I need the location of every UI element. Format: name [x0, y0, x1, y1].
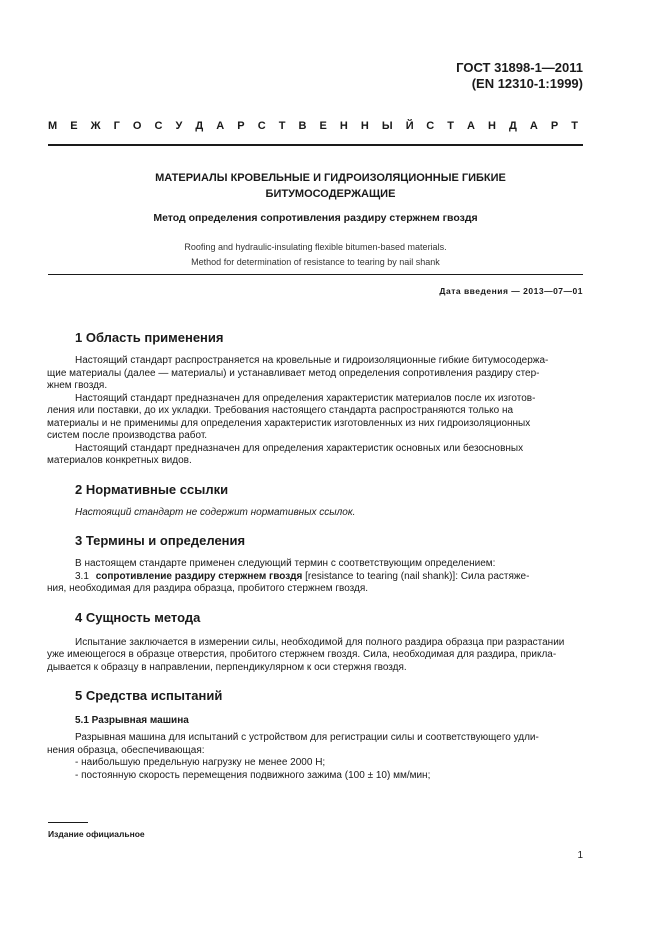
s4-p1-line3: дывается к образцу в направлении, перпендикулярном к оси стержня гвоздя. — [47, 661, 407, 673]
section-5-paragraph-1 — [47, 732, 583, 757]
section-3-term — [47, 570, 583, 596]
s5-p1-line1: Разрывная машина для испытаний с устройством для регистрации силы и соответствующего удли- — [75, 732, 539, 743]
title-line-1: МАТЕРИАЛЫ КРОВЕЛЬНЫЕ И ГИДРОИЗОЛЯЦИОННЫЕ ГИБКИЕ — [155, 172, 506, 184]
section-2-paragraph-1: Настоящий стандарт не содержит нормативных ссылок. — [75, 506, 356, 518]
section-1-paragraph-3 — [47, 442, 583, 468]
footer-rule — [48, 822, 88, 823]
s1-p2-line3: материалы и не применимы для определения характеристик изготовленных из них гидроизоляционных — [47, 417, 531, 429]
s5-p1-line2: нения образца, обеспечивающая: — [47, 744, 205, 756]
english-title — [48, 240, 583, 270]
term-number: 3.1 — [75, 570, 89, 582]
term-definition-2: ния, необходимая для раздира образца, пробитого стержнем гвоздя. — [47, 583, 369, 594]
en-number: (EN 12310-1:1999) — [471, 76, 583, 91]
section-5-heading: 5 Средства испытаний — [75, 688, 223, 703]
term-definition: [resistance to tearing (nail shank)]: Сила растяже- — [305, 570, 530, 582]
list-item: - наибольшую предельную нагрузку не менее 2000 Н; — [75, 757, 326, 768]
term-name: сопротивление раздиру стержнем гвоздя — [95, 570, 303, 582]
intro-date: Дата введения — 2013—07—01 — [439, 286, 583, 296]
section-1-paragraph-1 — [47, 355, 583, 393]
title-rule — [48, 274, 583, 275]
section-4-heading: 4 Сущность метода — [75, 609, 201, 625]
section-2-heading: 2 Нормативные ссылки — [75, 481, 229, 497]
section-1-paragraph-2 — [47, 392, 583, 443]
edition-note: Издание официальное — [48, 829, 145, 839]
page-number: 1 — [577, 850, 583, 861]
s1-p3-line2: материалов конкретных видов. — [47, 455, 192, 466]
s1-p1-line1: Настоящий стандарт распространяется на кровельные и гидроизоляционные гибкие битумосодержа- — [75, 355, 549, 366]
s4-p1-line2: уже имеющегося в образце отверстия, пробитого стержнем гвоздя. Сила, необходимая для раздира, прикла- — [47, 649, 557, 660]
section-1-heading: 1 Область применения — [75, 330, 224, 345]
s1-p1-line3: жнем гвоздя. — [47, 380, 108, 391]
title-line-2: БИТУМОСОДЕРЖАЩИЕ — [265, 188, 396, 200]
document-number — [456, 60, 583, 92]
s1-p2-line2: ления или поставки, до их укладки. Требования настоящего стандарта распространяются только на — [47, 405, 514, 416]
english-title-line-2: Method for determination of resistance to tearing by nail shank — [191, 257, 440, 267]
section-3-heading: 3 Термины и определения — [75, 533, 246, 548]
standard-type-left: М Е Ж Г О С У Д А Р С Т В Е Н Н Ы Й — [48, 120, 419, 132]
s1-p1-line2: щие материалы (далее — материалы) и устанавливает метод определения сопротивления раздиру стер- — [47, 367, 540, 379]
s1-p3-line1: Настоящий стандарт предназначен для определения характеристик основных или безосновных — [75, 442, 524, 454]
gost-number: ГОСТ 31898-1—2011 — [456, 60, 583, 75]
s4-p1-line1: Испытание заключается в измерении силы, необходимой для полного раздира образца при разрастании — [75, 636, 565, 648]
section-4-paragraph-1 — [47, 636, 583, 675]
document-subtitle: Метод определения сопротивления раздиру стержнем гвоздя — [153, 212, 478, 224]
document-title — [90, 170, 571, 202]
document-body — [47, 330, 583, 782]
list-item: - постоянную скорость перемещения подвижного зажима (100 ± 10) мм/мин; — [75, 769, 431, 781]
s1-p2-line4: систем после производства работ. — [47, 430, 208, 441]
s1-p2-line1: Настоящий стандарт предназначен для определения характеристик материалов после их изготов- — [75, 392, 536, 404]
header-rule — [48, 144, 583, 146]
section-3-paragraph-1: В настоящем стандарте применен следующий термин с соответствующим определением: — [75, 558, 496, 569]
english-title-line-1: Roofing and hydraulic-insulating flexible bitumen-based materials. — [184, 242, 447, 252]
section-5-1-heading: 5.1 Разрывная машина — [75, 715, 189, 726]
standard-type-right: С Т А Н Д А Р Т — [426, 120, 583, 132]
standard-type — [48, 120, 583, 132]
